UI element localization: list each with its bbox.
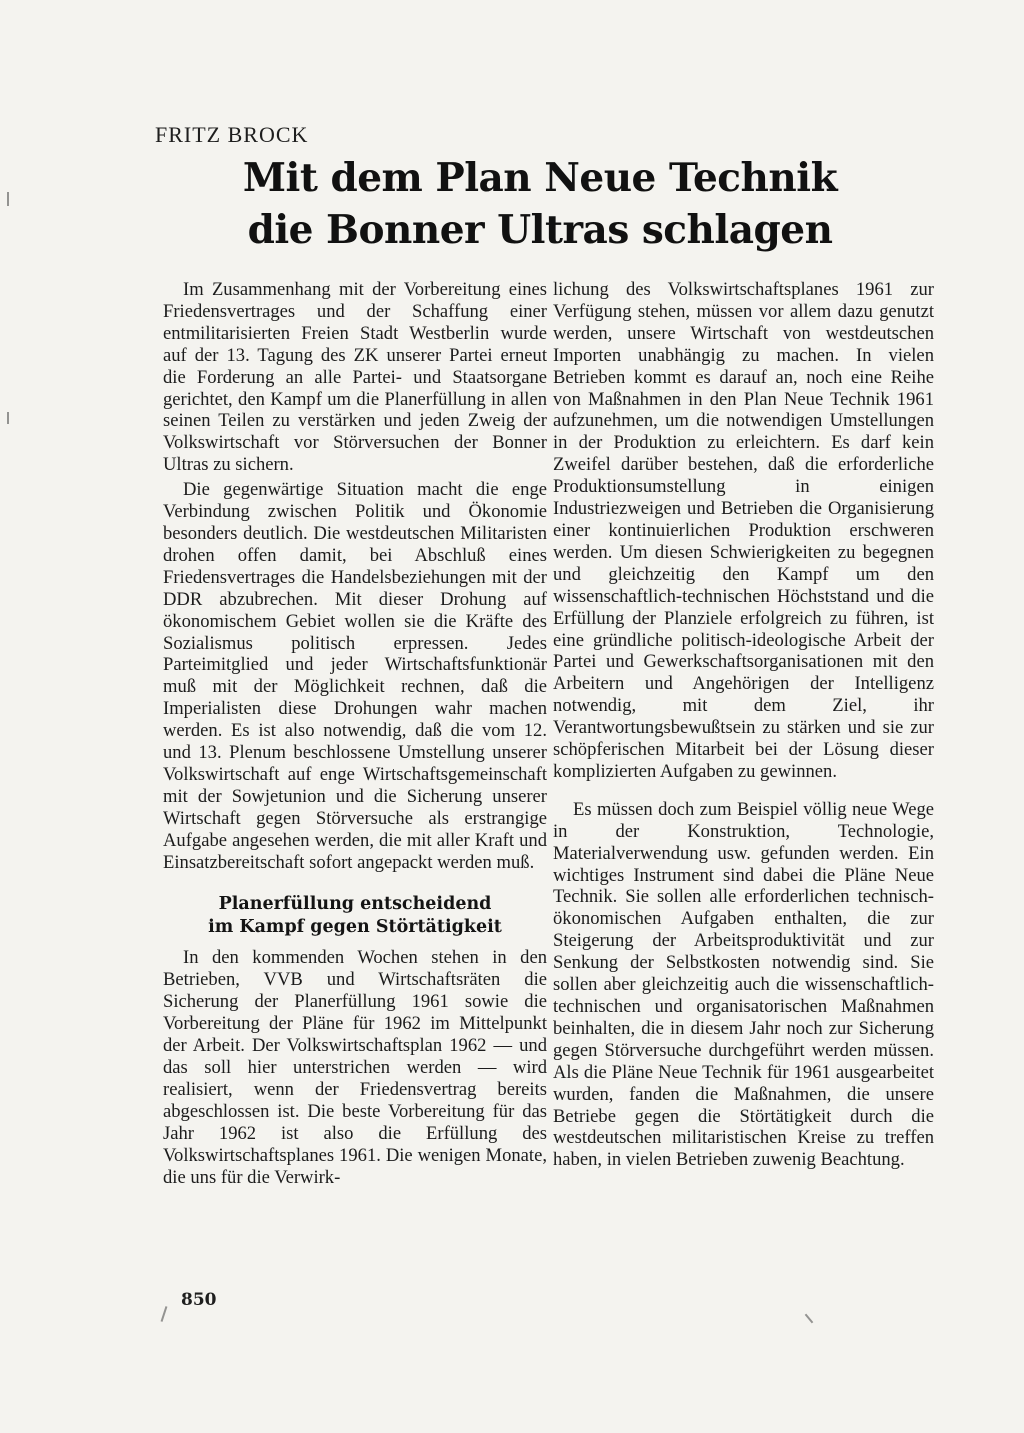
title-line-2: die Bonner Ultras schlagen [247, 207, 833, 253]
section-subheading [163, 893, 547, 939]
paragraph: lichung des Volkswirtschaftsplanes 1961 zur Verfügung stehen, müssen vor allem dazu genutzt werden, unsere Wirtschaft von westdeutschen Importen unabhängig zu machen. In vielen Betrieben kommt es darauf an, noch eine Reihe von Maßnahmen in den Plan Neue Technik 1961 aufzunehmen, um die notwendigen Umstellungen in der Produktion zu erleichtern. Es darf kein Zweifel darüber bestehen, daß die erforderliche Produktionsumstellung in einigen Industriezweigen und Betrieben die Organisierung einer kontinuierlichen Produktion erschweren werden. Um diesen Schwierigkeiten zu begegnen und gleichzeitig den Kampf um den wissenschaftlich-technischen Höchststand und die Erfüllung der Planziele erfolgreich zu führen, ist eine gründliche politisch-ideologische Arbeit der Partei und Gewerkschaftsorganisationen mit den Arbeitern und Angehörigen der Intelligenz notwendig, mit dem Ziel, ihr Verantwortungsbewußtsein zu stärken und sie zur schöpferischen Mitarbeit bei der Lösung dieser komplizierten Aufgaben zu gewinnen. [553, 279, 934, 782]
scan-mark-left-edge-lower [7, 412, 9, 424]
subheading-line-2: im Kampf gegen Störtätigkeit [208, 917, 502, 938]
subheading-line-1: Planerfüllung entscheidend [218, 894, 492, 915]
article-title [220, 152, 860, 256]
paragraph: Es müssen doch zum Beispiel völlig neue Wege in der Konstruktion, Technologie, Materialverwendung usw. gefunden werden. Ein wichtiges Instrument sind dabei die Pläne Neue Technik. Sie sollen alle erforderlichen technisch-ökonomischen Aufgaben enthalten, die zur Steigerung der Arbeitsproduktivität und zur Senkung der Selbstkosten notwendig sind. Sie sollen aber gleichzeitig auch die wissenschaftlich-technischen und organisatorischen Maßnahmen beinhalten, die in diesem Jahr noch zur Sicherung gegen Störversuche durchgeführt werden müssen. Als die Pläne Neue Technik für 1961 ausgearbeitet wurden, fanden die Maßnahmen, die unsere Betriebe gegen die Störtätigkeit durch die westdeutschen militaristischen Kreise zu treffen haben, in vielen Betrieben zuwenig Beachtung. [553, 798, 934, 1171]
paragraph: In den kommenden Wochen stehen in den Betrieben, VVB und Wirtschaftsräten die Sicherung der Planerfüllung 1961 sowie die Vorbereitung der Pläne für 1962 im Mittelpunkt der Arbeit. Der Volkswirtschaftsplan 1962 — und das soll hier unterstrichen werden — wird realisiert, wenn der Friedensvertrag bereits abgeschlossen ist. Die beste Vorbereitung für das Jahr 1962 ist also die Erfüllung des Volkswirtschaftsplanes 1961. Die wenigen Monate, die uns für die Verwirk- [163, 947, 547, 1188]
scan-mark-left-edge [7, 192, 9, 206]
title-line-1: Mit dem Plan Neue Technik [242, 155, 838, 201]
author-name: FRITZ BROCK [155, 122, 309, 147]
scan-mark-pencil-stroke [161, 1306, 168, 1322]
left-column [163, 279, 547, 1191]
paragraph: Im Zusammenhang mit der Vorbereitung eines Friedensvertrages und der Schaffung einer entmilitarisierten Freien Stadt Westberlin wurde auf der 13. Tagung des ZK unserer Partei erneut die Forderung an alle Partei- und Staatsorgane gerichtet, den Kampf um die Planerfüllung in allen seinen Teilen zu verstärken und jeden Zweig der Volkswirtschaft vor Störversuchen der Bonner Ultras zu sichern. [163, 279, 547, 476]
paragraph: Die gegenwärtige Situation macht die enge Verbindung zwischen Politik und Ökonomie besonders deutlich. Die westdeutschen Militaristen drohen offen damit, bei Abschluß eines Friedensvertrages die Handelsbeziehungen mit der DDR abzubrechen. Mit dieser Drohung auf ökonomischem Gebiet wollen sie die Kräfte des Sozialismus politisch erpressen. Jedes Parteimitglied und jeder Wirtschaftsfunktionär muß mit der Möglichkeit rechnen, daß die Imperialisten diese Drohungen wahr machen werden. Es ist also notwendig, daß die vom 12. und 13. Plenum beschlossene Umstellung unserer Volkswirtschaft auf enge Wirtschaftsgemeinschaft mit der Sowjetunion und die Sicherung unserer Wirtschaft gegen Störversuche als erstrangige Aufgabe angesehen werden, die mit aller Kraft und Einsatzbereitschaft sofort angepackt werden muß. [163, 479, 547, 873]
page-number: 850 [181, 1290, 217, 1310]
scan-mark-right-corner [805, 1314, 814, 1324]
right-column [553, 279, 934, 1174]
